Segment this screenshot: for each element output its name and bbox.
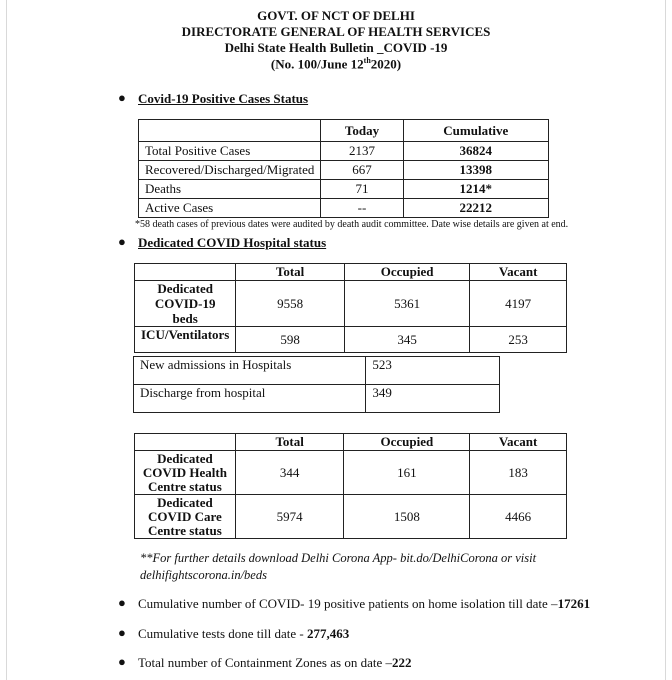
vacant-value: 4466 bbox=[470, 495, 567, 539]
today-value: 71 bbox=[321, 180, 403, 199]
bullet-icon: ● bbox=[118, 654, 126, 669]
table-row bbox=[135, 451, 567, 495]
header-directorate: DIRECTORATE GENERAL OF HEALTH SERVICES bbox=[181, 24, 491, 39]
row-label: Total Positive Cases bbox=[139, 142, 321, 161]
section-title: Dedicated COVID Hospital status bbox=[138, 235, 327, 250]
tests-done-item bbox=[118, 626, 349, 642]
hospital-status-table bbox=[134, 263, 567, 353]
row-label: Active Cases bbox=[139, 199, 321, 218]
column-header: Occupied bbox=[344, 264, 470, 281]
header-bulletin-title: Delhi State Health Bulletin _COVID -19 bbox=[224, 40, 448, 55]
column-header: Total bbox=[235, 434, 344, 451]
today-value: 667 bbox=[321, 161, 403, 180]
occupied-value: 1508 bbox=[344, 495, 470, 539]
row-label: Dedicated COVID Care Centre status bbox=[135, 495, 236, 539]
table-header-row bbox=[135, 434, 567, 451]
column-header: Total bbox=[236, 264, 344, 281]
bullet-icon: ● bbox=[118, 625, 126, 640]
vacant-value: 4197 bbox=[470, 281, 567, 327]
column-header bbox=[139, 120, 321, 142]
total-value: 9558 bbox=[236, 281, 344, 327]
header-govt: GOVT. OF NCT OF DELHI bbox=[257, 8, 415, 23]
column-header bbox=[135, 434, 236, 451]
occupied-value: 5361 bbox=[344, 281, 470, 327]
section-positive-cases-heading bbox=[118, 91, 308, 107]
header-bulletin-number: (No. 100/June 12th2020) bbox=[270, 56, 402, 72]
containment-zones-item bbox=[118, 655, 411, 671]
bullet-icon: ● bbox=[118, 234, 126, 249]
table-row bbox=[135, 281, 567, 327]
table-header-row bbox=[135, 264, 567, 281]
row-label: Recovered/Discharged/Migrated bbox=[139, 161, 321, 180]
column-header: Cumulative bbox=[403, 120, 548, 142]
column-header: Vacant bbox=[470, 434, 567, 451]
total-value: 5974 bbox=[235, 495, 344, 539]
column-header: Occupied bbox=[344, 434, 470, 451]
bullet-text: Cumulative tests done till date - bbox=[138, 626, 307, 641]
row-label: New admissions in Hospitals bbox=[134, 357, 366, 385]
table-row bbox=[134, 357, 500, 385]
cumulative-value: 1214* bbox=[403, 180, 548, 199]
column-header: Today bbox=[321, 120, 403, 142]
occupied-value: 161 bbox=[344, 451, 470, 495]
home-isolation-item bbox=[118, 596, 590, 612]
table-row bbox=[139, 180, 549, 199]
table-row bbox=[139, 142, 549, 161]
row-label: Deaths bbox=[139, 180, 321, 199]
containment-zones-count: 222 bbox=[391, 655, 412, 670]
section-title: Covid-19 Positive Cases Status bbox=[138, 91, 309, 106]
home-isolation-count: 17261 bbox=[557, 596, 591, 611]
occupied-value: 345 bbox=[344, 327, 470, 353]
today-value: -- bbox=[321, 199, 403, 218]
cumulative-value: 22212 bbox=[403, 199, 548, 218]
table-row bbox=[135, 495, 567, 539]
cumulative-value: 36824 bbox=[403, 142, 548, 161]
section-hospital-heading bbox=[118, 235, 326, 251]
app-note-link[interactable]: delhifightscorona.in/beds bbox=[140, 568, 267, 582]
tests-count: 277,463 bbox=[306, 626, 350, 641]
app-note-line: **For further details download Delhi Corona App- bit.do/DelhiCorona or visit bbox=[140, 551, 537, 565]
bullet-icon: ● bbox=[118, 595, 126, 610]
admissions-table bbox=[133, 356, 500, 413]
positive-cases-table bbox=[138, 119, 549, 218]
table-row bbox=[139, 161, 549, 180]
row-label: Dedicated COVID-19 beds bbox=[135, 281, 236, 327]
bullet-icon: ● bbox=[118, 90, 126, 105]
app-download-note bbox=[140, 550, 536, 584]
column-header: Vacant bbox=[470, 264, 567, 281]
table-header-row bbox=[139, 120, 549, 142]
table-row bbox=[139, 199, 549, 218]
bullet-text: Total number of Containment Zones as on date – bbox=[138, 655, 392, 670]
today-value: 2137 bbox=[321, 142, 403, 161]
column-header bbox=[135, 264, 236, 281]
row-value: 523 bbox=[366, 357, 500, 385]
vacant-value: 253 bbox=[470, 327, 567, 353]
cumulative-value: 13398 bbox=[403, 161, 548, 180]
row-value: 349 bbox=[366, 385, 500, 413]
total-value: 598 bbox=[236, 327, 344, 353]
row-label: Dedicated COVID Health Centre status bbox=[135, 451, 236, 495]
row-label: ICU/Ventilators bbox=[135, 327, 236, 353]
covid-centres-table bbox=[134, 433, 567, 539]
death-audit-footnote: *58 death cases of previous dates were audited by death audit committee. Date wise details are given at end. bbox=[135, 219, 569, 230]
table-row bbox=[135, 327, 567, 353]
table-row bbox=[134, 385, 500, 413]
total-value: 344 bbox=[235, 451, 344, 495]
vacant-value: 183 bbox=[470, 451, 567, 495]
bullet-text: Cumulative number of COVID- 19 positive patients on home isolation till date – bbox=[138, 596, 558, 611]
row-label: Discharge from hospital bbox=[134, 385, 366, 413]
